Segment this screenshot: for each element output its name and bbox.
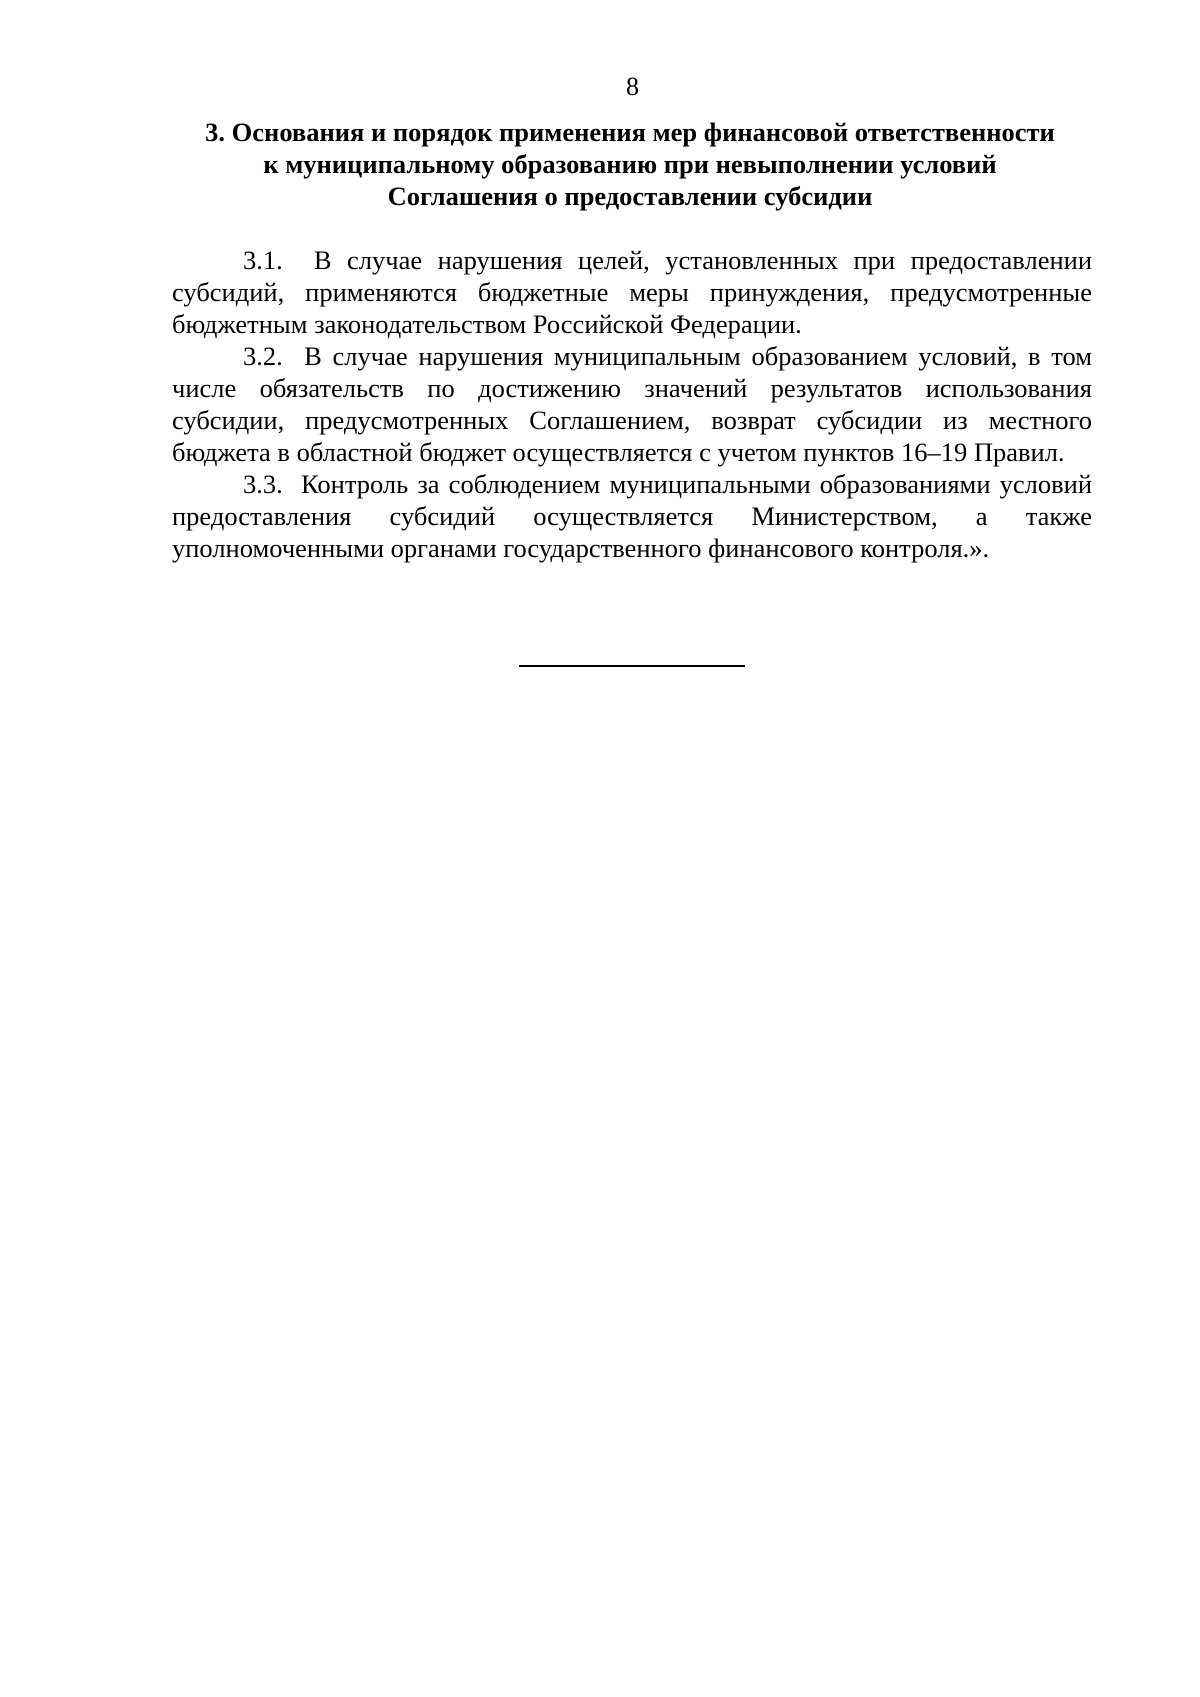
section-heading-line-3: Соглашения о предоставлении субсидии — [387, 181, 873, 211]
paragraph-3-1 — [172, 244, 1092, 340]
section-heading-line-2: к муниципальному образованию при невыполнении условий — [263, 149, 997, 179]
section-heading-line-1: 3. Основания и порядок применения мер финансовой ответственности — [205, 117, 1055, 147]
paragraph-number: 3.3. — [243, 469, 283, 499]
paragraph-text: В случае нарушения целей, установленных при предоставлении субсидий, применяются бюджетные меры принуждения, предусмотренные бюджетным законодательством Российской Федерации. — [172, 245, 1093, 339]
paragraph-number: 3.2. — [243, 341, 283, 371]
section-heading — [170, 116, 1090, 212]
page-number: 8 — [626, 72, 639, 101]
paragraph-number: 3.1. — [243, 245, 283, 275]
paragraph-text: Контроль за соблюдением муниципальными образованиями условий предоставления субсидий осуществляется Министерством, а также уполномоченными органами государственного финансового контроля.». — [172, 469, 1093, 563]
paragraph-text: В случае нарушения муниципальным образованием условий, в том числе обязательств по достижению значений результатов использования субсидии, предусмотренных Соглашением, возврат субсидии из местного бюджета в областной бюджет осуществляется с учетом пунктов 16–19 Правил. — [172, 341, 1092, 467]
end-separator-line — [519, 665, 745, 667]
paragraph-3-3 — [172, 468, 1092, 564]
section-body — [172, 244, 1092, 564]
paragraph-3-2 — [172, 340, 1092, 468]
